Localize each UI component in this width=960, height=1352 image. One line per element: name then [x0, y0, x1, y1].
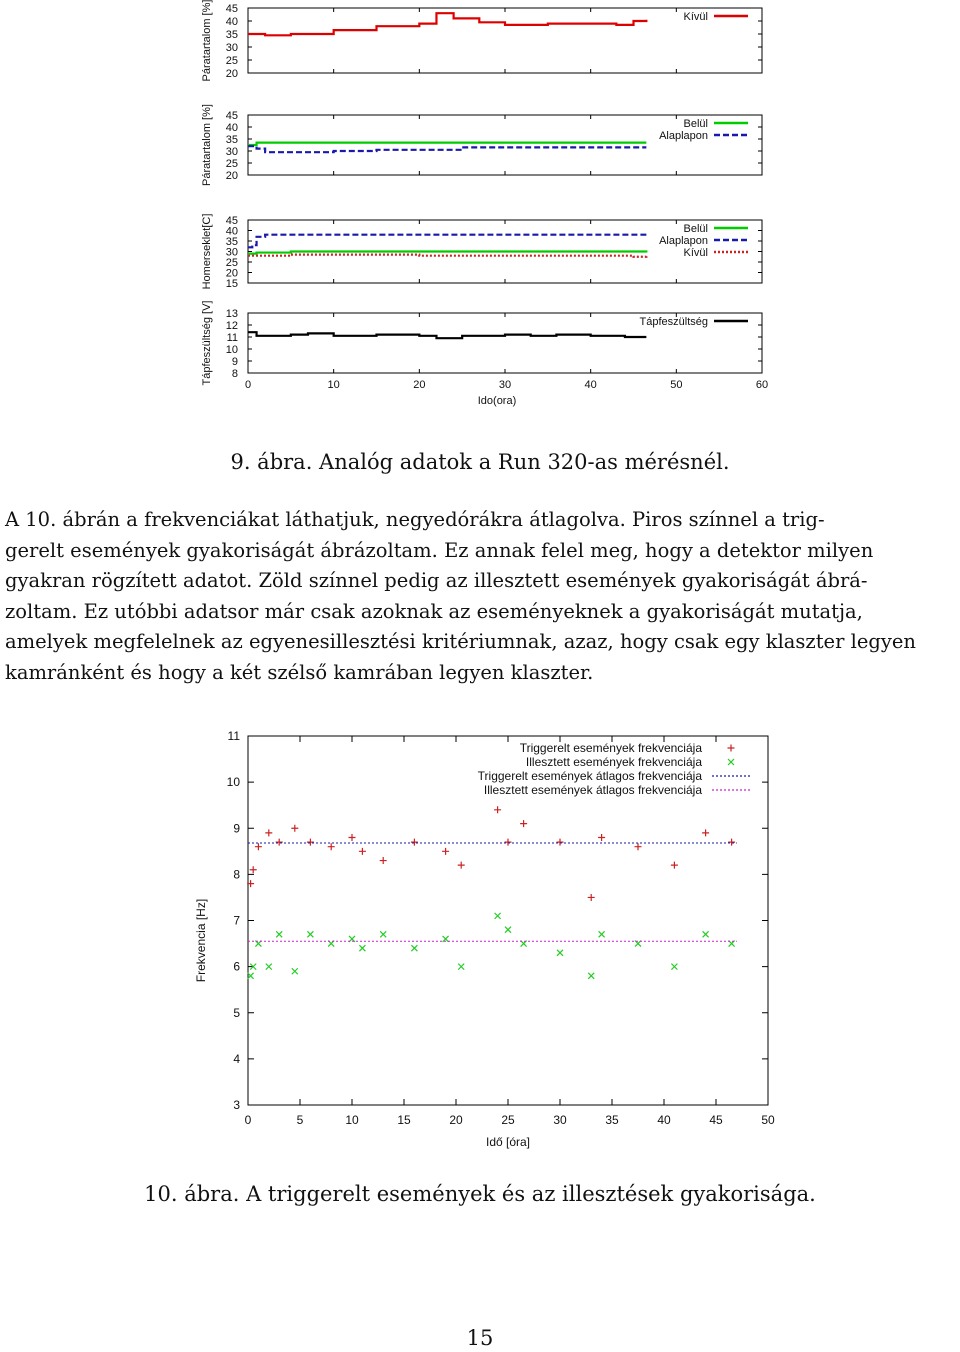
- paragraph-line: zoltam. Ez utóbbi adatsor már csak azoknak az eseményeknek a gyakoriságát mutatja,: [5, 599, 863, 623]
- paragraph-line: gyakran rögzített adatot. Zöld színnel pedig az illesztett események gyakoriságát ábrá-: [5, 569, 868, 592]
- y-tick-label: 10: [225, 344, 238, 356]
- y-tick-label: 13: [225, 308, 238, 320]
- data-point: [728, 839, 735, 846]
- series-line: [248, 332, 646, 338]
- series-line: [248, 235, 646, 248]
- x-tick-label: 45: [709, 1113, 723, 1127]
- y-tick-label: 45: [225, 215, 238, 227]
- paragraph-line: A 10. ábrán a frekvenciákat láthatjuk, negyedórákra átlagolva. Piros színnel a trig-: [5, 508, 825, 531]
- y-tick-label: 35: [225, 134, 238, 146]
- y-tick-label: 25: [225, 257, 238, 269]
- figure-9: [0, 0, 960, 420]
- y-axis-title: Páratartalom [%]: [201, 0, 213, 82]
- legend-label: Kívül: [683, 11, 708, 23]
- y-tick-label: 9: [231, 356, 238, 368]
- y-tick-label: 15: [225, 278, 238, 290]
- data-point: [359, 945, 365, 951]
- legend-label: Kívül: [683, 247, 708, 259]
- figure-9-caption: 9. ábra. Analóg adatok a Run 320-as mérésnél.: [230, 450, 730, 474]
- data-point: [557, 950, 563, 956]
- x-tick-label: 35: [605, 1113, 619, 1127]
- legend-label: Illesztett események frekvenciája: [525, 755, 702, 769]
- y-tick-label: 10: [226, 775, 240, 790]
- data-point: [349, 834, 356, 841]
- data-point: [703, 931, 709, 937]
- data-point: [635, 843, 642, 850]
- data-point: [250, 866, 257, 873]
- data-point: [307, 839, 314, 846]
- data-point: [671, 964, 677, 970]
- x-tick-label: 50: [761, 1113, 775, 1127]
- x-tick-label: 30: [553, 1113, 567, 1127]
- data-point: [671, 862, 678, 869]
- body-paragraph: [5, 505, 957, 688]
- y-tick-label: 20: [225, 267, 238, 280]
- paragraph-line: gerelt események gyakoriságát ábrázoltam. Ez annak felel meg, hogy a detektor milyen: [5, 538, 874, 562]
- legend-label: Alaplapon: [659, 130, 708, 142]
- fig9-panel-3: [201, 214, 762, 290]
- legend-label: Alaplapon: [659, 235, 708, 247]
- y-axis-title: Tápfeszültség [V]: [201, 300, 213, 386]
- data-point: [505, 839, 512, 846]
- x-tick-label: 20: [413, 379, 426, 391]
- data-point: [588, 894, 595, 901]
- y-tick-label: 7: [233, 913, 240, 928]
- y-tick-label: 40: [225, 225, 238, 238]
- data-point: [380, 857, 387, 864]
- y-tick-label: 11: [227, 729, 240, 743]
- y-tick-label: 25: [225, 55, 238, 67]
- data-point: [291, 825, 298, 832]
- series-line: [248, 252, 646, 254]
- y-tick-label: 9: [233, 821, 240, 836]
- data-point: [411, 839, 418, 846]
- page-number: 15: [466, 1326, 494, 1350]
- x-tick-label: 20: [449, 1113, 463, 1127]
- y-tick-label: 40: [225, 122, 238, 134]
- y-tick-label: 8: [231, 368, 238, 380]
- fig9-panel-2: [201, 104, 762, 186]
- y-tick-label: 3: [233, 1098, 240, 1112]
- y-axis-title: Homerseklet[C]: [201, 213, 213, 290]
- series-line: [248, 143, 646, 145]
- data-point: [598, 834, 605, 841]
- y-tick-label: 30: [225, 42, 238, 54]
- x-tick-label: 0: [244, 379, 252, 391]
- data-point: [588, 973, 594, 979]
- y-tick-label: 6: [233, 959, 240, 974]
- legend-label: Triggerelt események frekvenciája: [519, 741, 702, 755]
- legend-label: Tápfeszültség: [639, 316, 708, 328]
- legend-swatch: [728, 759, 734, 765]
- y-tick-label: 35: [225, 236, 238, 248]
- data-point: [292, 968, 298, 974]
- series-line: [248, 255, 646, 257]
- y-tick-label: 12: [225, 320, 238, 332]
- data-point: [557, 839, 564, 846]
- data-point: [276, 839, 283, 846]
- y-tick-label: 11: [226, 332, 238, 344]
- data-point: [520, 820, 527, 827]
- x-tick-label: 0: [244, 1113, 252, 1127]
- x-tick-label: 5: [296, 1113, 304, 1127]
- y-tick-label: 8: [233, 867, 240, 882]
- legend-label: Triggerelt események átlagos frekvenciája: [477, 769, 702, 783]
- data-point: [599, 931, 605, 937]
- data-point: [328, 843, 335, 850]
- data-point: [255, 843, 262, 850]
- series-line: [248, 13, 646, 35]
- data-point: [442, 848, 449, 855]
- x-tick-label: 40: [584, 379, 597, 391]
- data-point: [266, 964, 272, 970]
- y-tick-label: 35: [225, 29, 238, 41]
- y-axis-title: Páratartalom [%]: [201, 104, 213, 186]
- figure-10-caption: 10. ábra. A triggerelt események és az illesztések gyakorisága.: [144, 1182, 816, 1206]
- y-tick-label: 4: [233, 1051, 240, 1066]
- legend-label: Belül: [683, 223, 708, 235]
- legend-label: Belül: [683, 118, 708, 130]
- paragraph-line: kamránként és hogy a két szélső kamrában legyen klaszter.: [5, 660, 594, 684]
- x-tick-label: 15: [397, 1113, 411, 1127]
- paragraph-line: amelyek megfelelnek az egyenesillesztési kritériumnak, azaz, hogy csak egy klaszter legyen: [5, 630, 916, 653]
- data-point: [380, 931, 386, 937]
- y-tick-label: 40: [225, 16, 238, 28]
- y-tick-label: 30: [225, 146, 238, 158]
- data-point: [458, 862, 465, 869]
- x-tick-label: 25: [501, 1113, 515, 1127]
- x-tick-label: 30: [498, 379, 512, 391]
- x-tick-label: 10: [345, 1113, 359, 1127]
- y-tick-label: 45: [225, 110, 238, 122]
- figure-10: [0, 722, 960, 1162]
- legend-swatch: [728, 745, 735, 752]
- y-tick-label: 5: [233, 1005, 240, 1020]
- data-point: [411, 945, 417, 951]
- x-axis-title: Ido(ora): [477, 395, 517, 407]
- x-tick-label: 60: [755, 379, 769, 391]
- y-tick-label: 20: [225, 170, 238, 182]
- x-tick-label: 10: [327, 379, 340, 391]
- data-point: [359, 848, 366, 855]
- series-line: [248, 146, 646, 152]
- data-point: [702, 829, 709, 836]
- data-point: [494, 806, 501, 813]
- fig9-panel-4: [201, 301, 768, 408]
- y-tick-label: 45: [225, 3, 238, 15]
- data-point: [307, 931, 313, 937]
- x-tick-label: 50: [670, 379, 683, 391]
- y-tick-label: 25: [225, 158, 238, 170]
- data-point: [265, 829, 272, 836]
- x-axis-title: Idő [óra]: [485, 1135, 531, 1149]
- fig9-panel-1: [201, 0, 762, 81]
- data-point: [505, 927, 511, 933]
- legend-label: Illesztett események átlagos frekvenciája: [483, 783, 702, 797]
- data-point: [458, 964, 464, 970]
- y-tick-label: 30: [225, 246, 238, 259]
- y-axis-title: Frekvencia [Hz]: [194, 898, 208, 983]
- data-point: [276, 931, 282, 937]
- x-tick-label: 40: [657, 1113, 671, 1127]
- y-tick-label: 20: [225, 68, 238, 80]
- data-point: [495, 913, 501, 919]
